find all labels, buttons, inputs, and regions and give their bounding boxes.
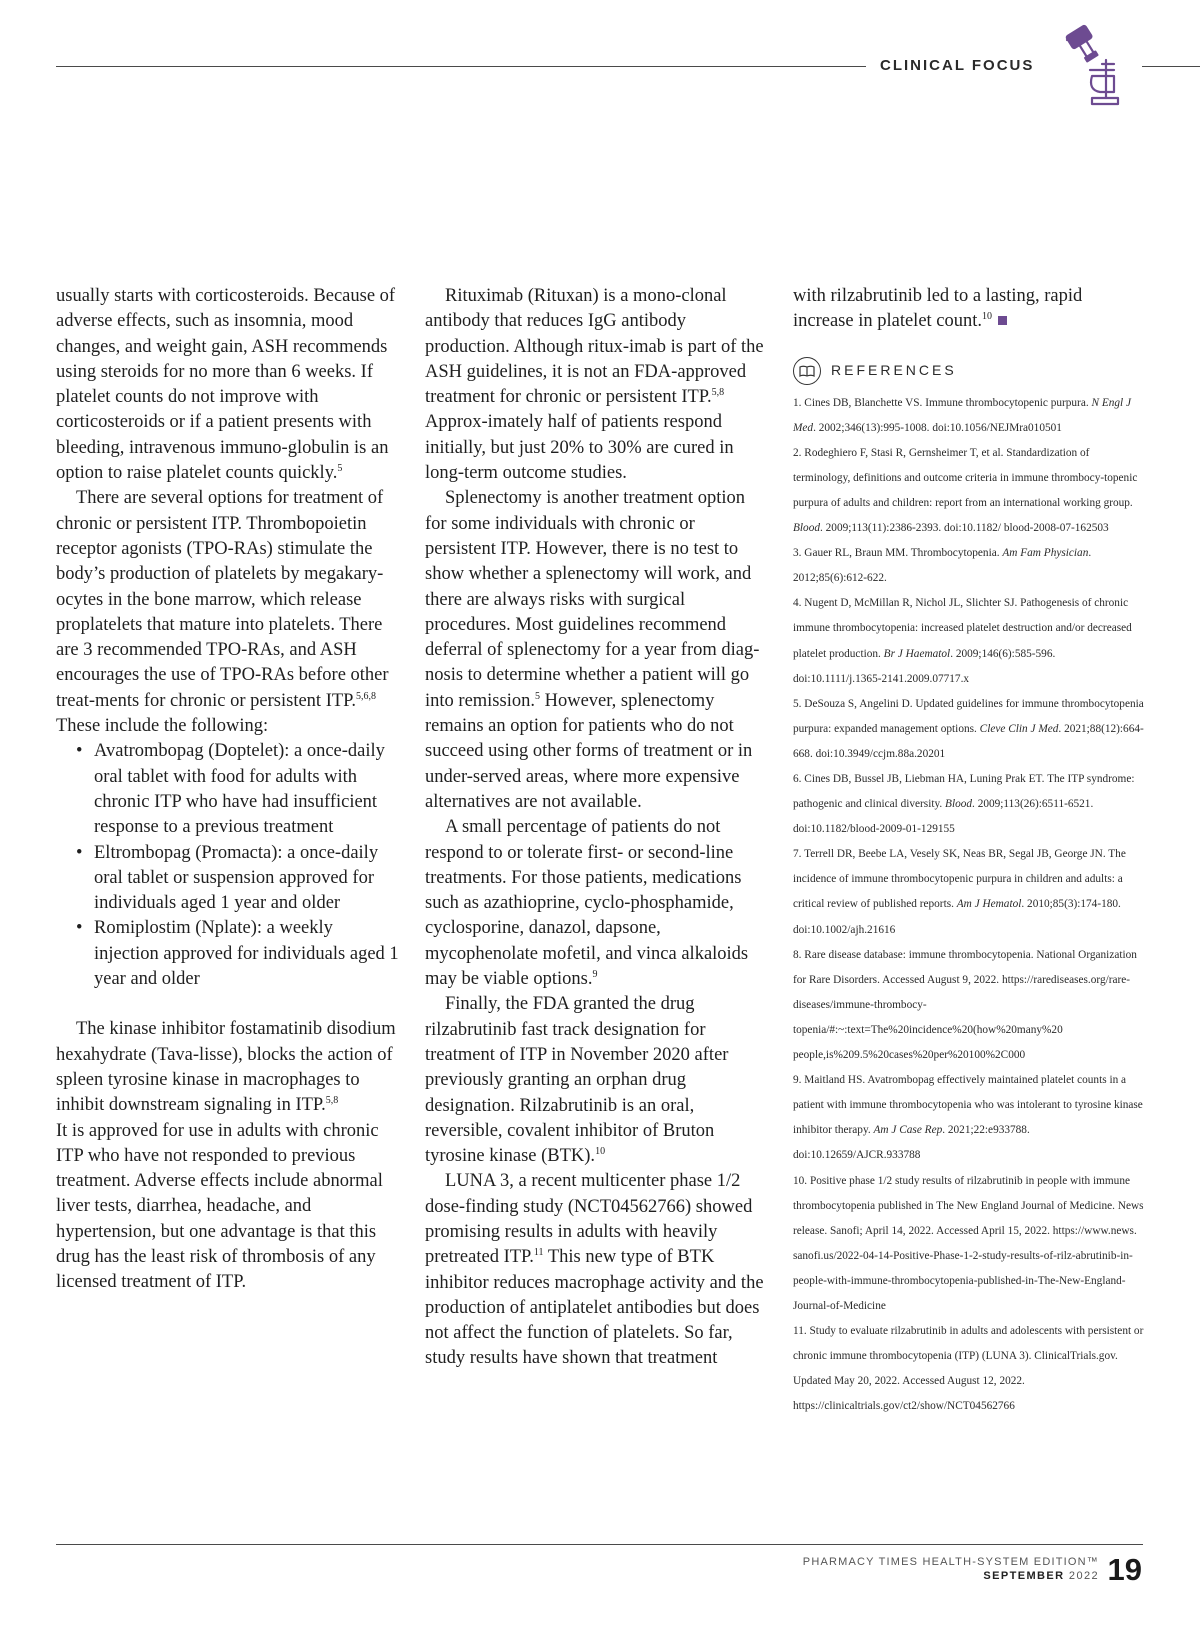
reference-text: 3. Gauer RL, Braun MM. Thrombocytopenia. xyxy=(793,547,1003,560)
paragraph xyxy=(425,992,770,1169)
reference-text: 2. Rodeghiero F, Stasi R, Gernsheimer T, et al. Standardization of terminology, definitions and outcome criteria in immune thrombocy-topenic purpura of adults and children: report from an international working group. xyxy=(793,446,1138,509)
journal-name: N Engl J Med xyxy=(793,396,1132,434)
column-3 xyxy=(793,284,1145,1419)
reference-text: 6. Cines DB, Bussel JB, Liebman HA, Luning Prak ET. The ITP syndrome: pathogenic and clinical diversity. xyxy=(793,773,1135,811)
reference-item xyxy=(793,441,1145,541)
reference-text: 5. DeSouza S, Angelini D. Updated guidelines for immune thrombocytopenia purpura: expanded management options. xyxy=(793,697,1144,735)
reference-item xyxy=(793,1068,1145,1168)
paragraph-text: Rituximab (Rituxan) is a mono-clonal antibody that reduces IgG antibody production. Although ritux-imab is part of the ASH guidelines, it is not an FDA-approved treatment for chronic or persistent ITP. xyxy=(425,286,764,408)
paragraph xyxy=(56,284,402,486)
paragraph xyxy=(56,486,402,714)
publication-name: PHARMACY TIMES HEALTH-SYSTEM EDITION™ xyxy=(802,1556,1099,1568)
issue-month: SEPTEMBER xyxy=(983,1570,1065,1582)
reference-text: . 2021;88(12):664-668. doi:10.3949/ccjm.88a.20201 xyxy=(793,722,1144,760)
citation-superscript: 5 xyxy=(534,690,540,702)
paragraph xyxy=(425,1169,770,1371)
bullet-list xyxy=(56,739,402,992)
citation-superscript: 9 xyxy=(592,969,598,981)
footer-rule xyxy=(56,1544,1143,1545)
header-rule-left xyxy=(56,66,866,67)
end-of-article-mark xyxy=(998,316,1007,325)
paragraph-text: Finally, the FDA granted the drug rilzabrutinib fast track designation for treatment of ITP in November 2020 after previously granting an orphan drug designation. Rilzabrutinib is an oral, reversible, covalent inhibitor of Bruton tyrosine kinase (BTK). xyxy=(425,994,729,1167)
journal-name: Cleve Clin J Med xyxy=(979,722,1059,735)
paragraph-text: Approx-imately half of patients respond initially, but just 20% to 30% are cured in long-term outcome studies. xyxy=(425,412,734,484)
list-item: • Avatrombopag (Doptelet): a once-daily oral tablet with food for adults with chronic ITP who have had insufficient response to a previous treatment xyxy=(94,739,402,840)
spacer xyxy=(56,992,402,1017)
journal-name: Am J Case Rep xyxy=(873,1124,943,1137)
reference-text: 1. Cines DB, Blanchette VS. Immune thrombocytopenic purpura. xyxy=(793,396,1092,409)
paragraph xyxy=(425,486,770,815)
journal-name: Am J Hematol xyxy=(956,898,1022,911)
reference-item xyxy=(793,943,1145,1068)
citation-superscript: 5,8 xyxy=(325,1095,339,1107)
paragraph: It is approved for use in adults with chronic ITP who have not responded to previous treatment. Adverse effects include abnormal liver tests, diarrhea, headache, and hypertension, but one advantage is that this drug has the least risk of thrombosis of any licensed treatment of ITP. xyxy=(56,1120,383,1293)
reference-text: . 2009;146(6):585-596. doi:10.1111/j.1365-2141.2009.07717.x xyxy=(793,647,1056,685)
paragraph-text: Splenectomy is another treatment option for some individuals with chronic or persistent ITP. However, there is no test to show whether a splenectomy will work, and there are always risks with surgical procedures. Most guidelines recommend deferral of splenectomy for a year from diag-nosis to determine whether a patient will go into remission. xyxy=(425,488,760,711)
reference-item xyxy=(793,1319,1145,1419)
citation-superscript: 5,8 xyxy=(711,387,725,399)
section-label: CLINICAL FOCUS xyxy=(880,57,1035,74)
reference-text: 9. Maitland HS. Avatrombopag effectively maintained platelet counts in a patient with immune thrombocytopenia who was intolerant to tyrosine kinase inhibitor therapy. xyxy=(793,1074,1143,1137)
column-2 xyxy=(425,284,770,1372)
reference-text: . 2010;85(3):174-180. doi:10.1002/ajh.21616 xyxy=(793,898,1121,936)
citation-superscript: 11 xyxy=(533,1247,544,1259)
journal-name: Blood xyxy=(945,798,973,811)
list-item: • Eltrombopag (Promacta): a once-daily oral tablet or suspension approved for individuals aged 1 year and older xyxy=(94,841,402,917)
reference-text: . 2002;346(13):995-1008. doi:10.1056/NEJMra010501 xyxy=(813,421,1062,434)
citation-superscript: 10 xyxy=(595,1146,606,1158)
column-1 xyxy=(56,284,402,1296)
paragraph-text: There are several options for treatment of chronic or persistent ITP. Thrombopoietin receptor agonists (TPO-RAs) stimulate the body’s production of platelets by megakary-ocytes in the bone marrow, which release proplatelets that mature into platelets. There are 3 recommended TPO-RAs, and ASH encourages the use of TPO-RAs before other treat-ments for chronic or persistent ITP. xyxy=(56,488,389,711)
citation-superscript: 10 xyxy=(982,311,993,323)
list-item: • Romiplostim (Nplate): a weekly injection approved for individuals aged 1 year and older xyxy=(94,916,402,992)
citation-superscript: 5,6,8 xyxy=(356,690,377,702)
paragraph: These include the following: xyxy=(56,716,269,737)
reference-text: 10. Positive phase 1/2 study results of rilzabrutinib in people with immune thrombocytopenia published in The New England Journal of Medicine. News release. Sanofi; April 14, 2022. Accessed April 15, 2022. https://www.news. sanofi.us/2022-04-14-Positive-Phase-1-2-study-results-of-rilz-abrutinib-in-people-with-immune-thrombocytopenia-published-in-The-New-England-Journal-of-Medicine xyxy=(793,1174,1144,1312)
microscope-icon xyxy=(1062,24,1134,106)
references-header xyxy=(793,357,1145,385)
references-list xyxy=(793,391,1145,1420)
paragraph xyxy=(793,284,1145,335)
reference-item xyxy=(793,391,1145,441)
issue-date xyxy=(983,1570,1099,1582)
reference-item xyxy=(793,1169,1145,1320)
reference-text: . 2009;113(26):6511-6521. doi:10.1182/blood-2009-01-129155 xyxy=(793,798,1094,836)
paragraph-text: with rilzabrutinib led to a lasting, rapid increase in platelet count. xyxy=(793,286,1083,332)
journal-name: Am Fam Physician xyxy=(1002,547,1089,560)
reference-text: 8. Rare disease database: immune thrombocytopenia. National Organization for Rare Disorders. Accessed August 9, 2022. https://rarediseases.org/rare-diseases/immune-thrombocy-topenia/#:~:text=The%20incidence%20(how%20many%20 people,is%209.5%20cases%20per%20100%2C000 xyxy=(793,948,1137,1062)
open-book-icon xyxy=(793,357,821,385)
paragraph xyxy=(425,815,770,992)
reference-item xyxy=(793,842,1145,942)
paragraph xyxy=(56,1017,402,1118)
paragraph-text: The kinase inhibitor fostamatinib disodium hexahydrate (Tava-lisse), blocks the action of spleen tyrosine kinase in macrophages to inhibit downstream signaling in ITP. xyxy=(56,1019,396,1116)
header-rule-right xyxy=(1142,66,1200,67)
paragraph-text: However, splenectomy remains an option for patients who do not succeed using other forms of treatment or in under-served areas, where more expensive alternatives are not available. xyxy=(425,690,753,812)
paragraph-text: This new type of BTK inhibitor reduces macrophage activity and the production of antiplatelet antibodies but does not affect the function of platelets. So far, study results have shown that treatment xyxy=(425,1247,764,1369)
references-title: REFERENCES xyxy=(831,361,957,378)
paragraph-text: usually starts with corticosteroids. Because of adverse effects, such as insomnia, mood changes, and weight gain, ASH recommends using steroids for no more than 6 weeks. If platelet counts do not improve with corticosteroids or if a patient presents with bleeding, intravenous immuno-globulin is an option to raise platelet counts quickly. xyxy=(56,286,396,484)
reference-item xyxy=(793,692,1145,767)
reference-text: . 2021;22:e933788. doi:10.12659/AJCR.933788 xyxy=(793,1124,1030,1162)
reference-text: 4. Nugent D, McMillan R, Nichol JL, Slichter SJ. Pathogenesis of chronic immune thrombocytopenia: increased platelet destruction and/or decreased platelet production. xyxy=(793,597,1132,660)
page-number: 19 xyxy=(1107,1552,1142,1587)
paragraph xyxy=(425,284,770,486)
reference-item xyxy=(793,767,1145,842)
paragraph-text: A small percentage of patients do not respond to or tolerate first- or second-line treatments. For those patients, medications such as azathioprine, cyclo-phosphamide, cyclosporine, danazol, dapsone, mycophenolate mofetil, and vinca alkaloids may be viable options. xyxy=(425,817,749,990)
reference-text: . 2009;113(11):2386-2393. doi:10.1182/ blood-2008-07-162503 xyxy=(820,522,1109,535)
reference-item xyxy=(793,591,1145,691)
reference-text: . 2012;85(6):612-622. xyxy=(793,547,1092,585)
citation-superscript: 5 xyxy=(337,463,343,475)
journal-name: Br J Haematol xyxy=(883,647,951,660)
paragraph-text: LUNA 3, a recent multicenter phase 1/2 dose-finding study (NCT04562766) showed promising results in adults with heavily pretreated ITP. xyxy=(425,1171,753,1268)
reference-item xyxy=(793,541,1145,591)
issue-year: 2022 xyxy=(1068,1570,1099,1582)
journal-name: Blood xyxy=(793,522,820,535)
reference-text: 7. Terrell DR, Beebe LA, Vesely SK, Neas BR, Segal JB, George JN. The incidence of immune thrombocytopenic purpura in children and adults: a critical review of published reports. xyxy=(793,848,1126,911)
reference-text: 11. Study to evaluate rilzabrutinib in adults and adolescents with persistent or chronic immune thrombocytopenia (ITP) (LUNA 3). ClinicalTrials.gov. Updated May 20, 2022. Accessed August 12, 2022. https://clinicaltrials.gov/ct2/show/NCT04562766 xyxy=(793,1325,1144,1413)
